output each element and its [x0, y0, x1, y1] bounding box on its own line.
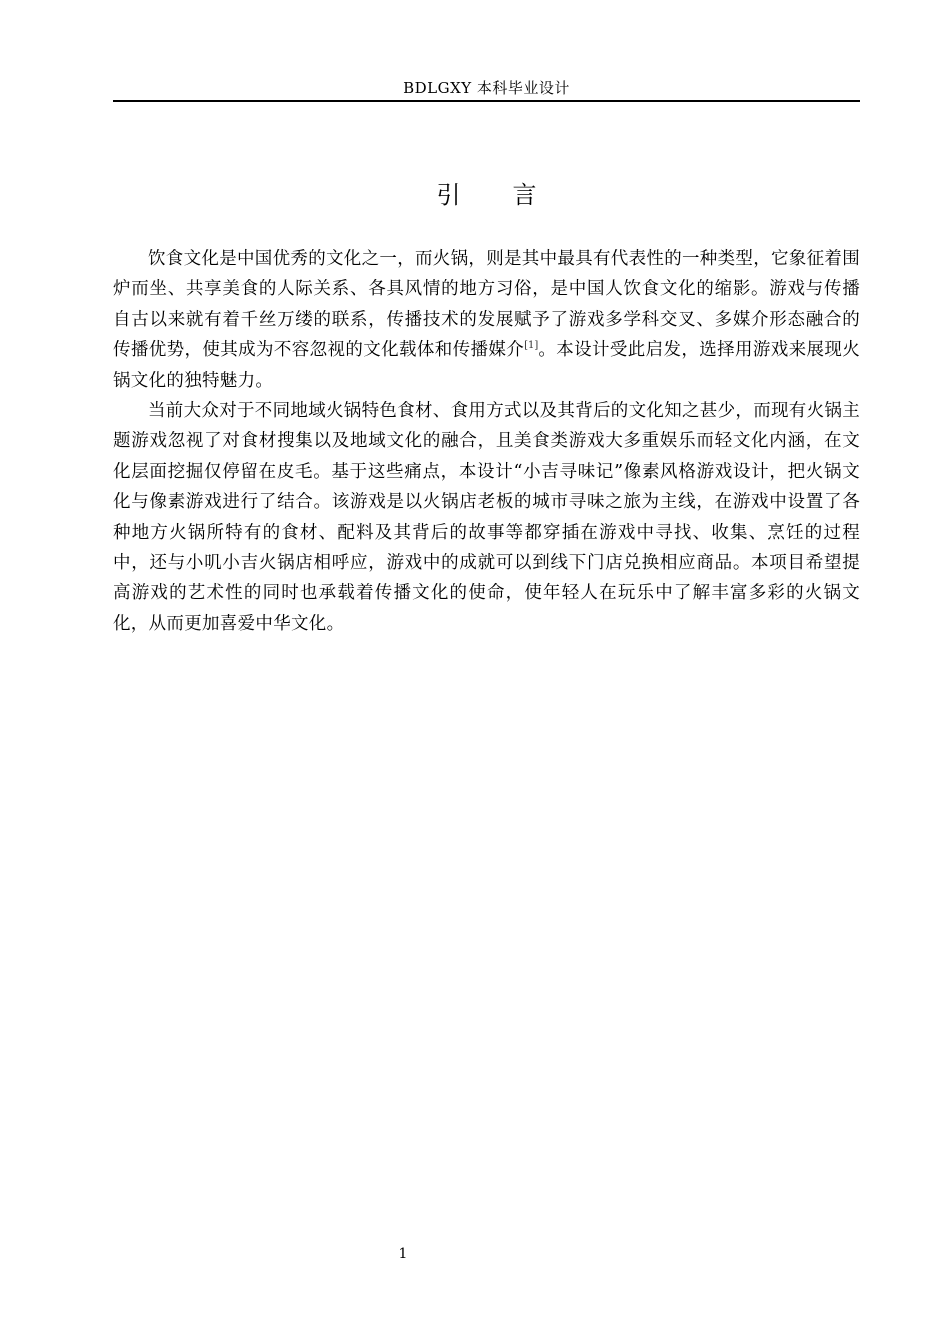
section-title: 引言 [436, 181, 589, 209]
paragraph-2: 当前大众对于不同地域火锅特色食材、食用方式以及其背后的文化知之甚少，而现有火锅主题游戏忽视了对食材搜集以及地域文化的融合，且美食类游戏大多重娱乐而轻文化内涵，在文化层面挖掘仅停留在皮毛。基于这些痛点，本设计“小吉寻味记”像素风格游戏设计，把火锅文化与像素游戏进行了结合。该游戏是以火锅店老板的城市寻味之旅为主线，在游戏中设置了各种地方火锅所特有的食材、配料及其背后的故事等都穿插在游戏中寻找、收集、烹饪的过程中，还与小叽小吉火锅店相呼应，游戏中的成就可以到线下门店兑换相应商品。本项目希望提高游戏的艺术性的同时也承载着传播文化的使命，使年轻人在玩乐中了解丰富多彩的火锅文化，从而更加喜爱中华文化。 [113, 401, 860, 634]
citation-reference[interactable]: [1] [524, 340, 539, 352]
page-header [113, 77, 860, 99]
header-divider [113, 100, 860, 102]
page-number: 1 [398, 1246, 408, 1262]
paragraph-1-text: 饮食文化是中国优秀的文化之一，而火锅，则是其中最具有代表性的一种类型，它象征着围炉而坐、共享美食的人际关系、各具风情的地方习俗，是中国人饮食文化的缩影。游戏与传播自古以来就有着千丝万缕的联系，传播技术的发展赋予了游戏多学科交叉、多媒介形态融合的传播优势，使其成为不容忽视的文化载体和传播媒介 [113, 249, 860, 361]
paragraph-1-text-end: 。本设计受此启发，选择用游戏来展现火锅文化的独特魅力。 [113, 340, 860, 391]
paragraph-1 [113, 244, 860, 396]
body-text [113, 244, 860, 639]
header-text: BDLGXY 本科毕业设计 [403, 79, 570, 97]
